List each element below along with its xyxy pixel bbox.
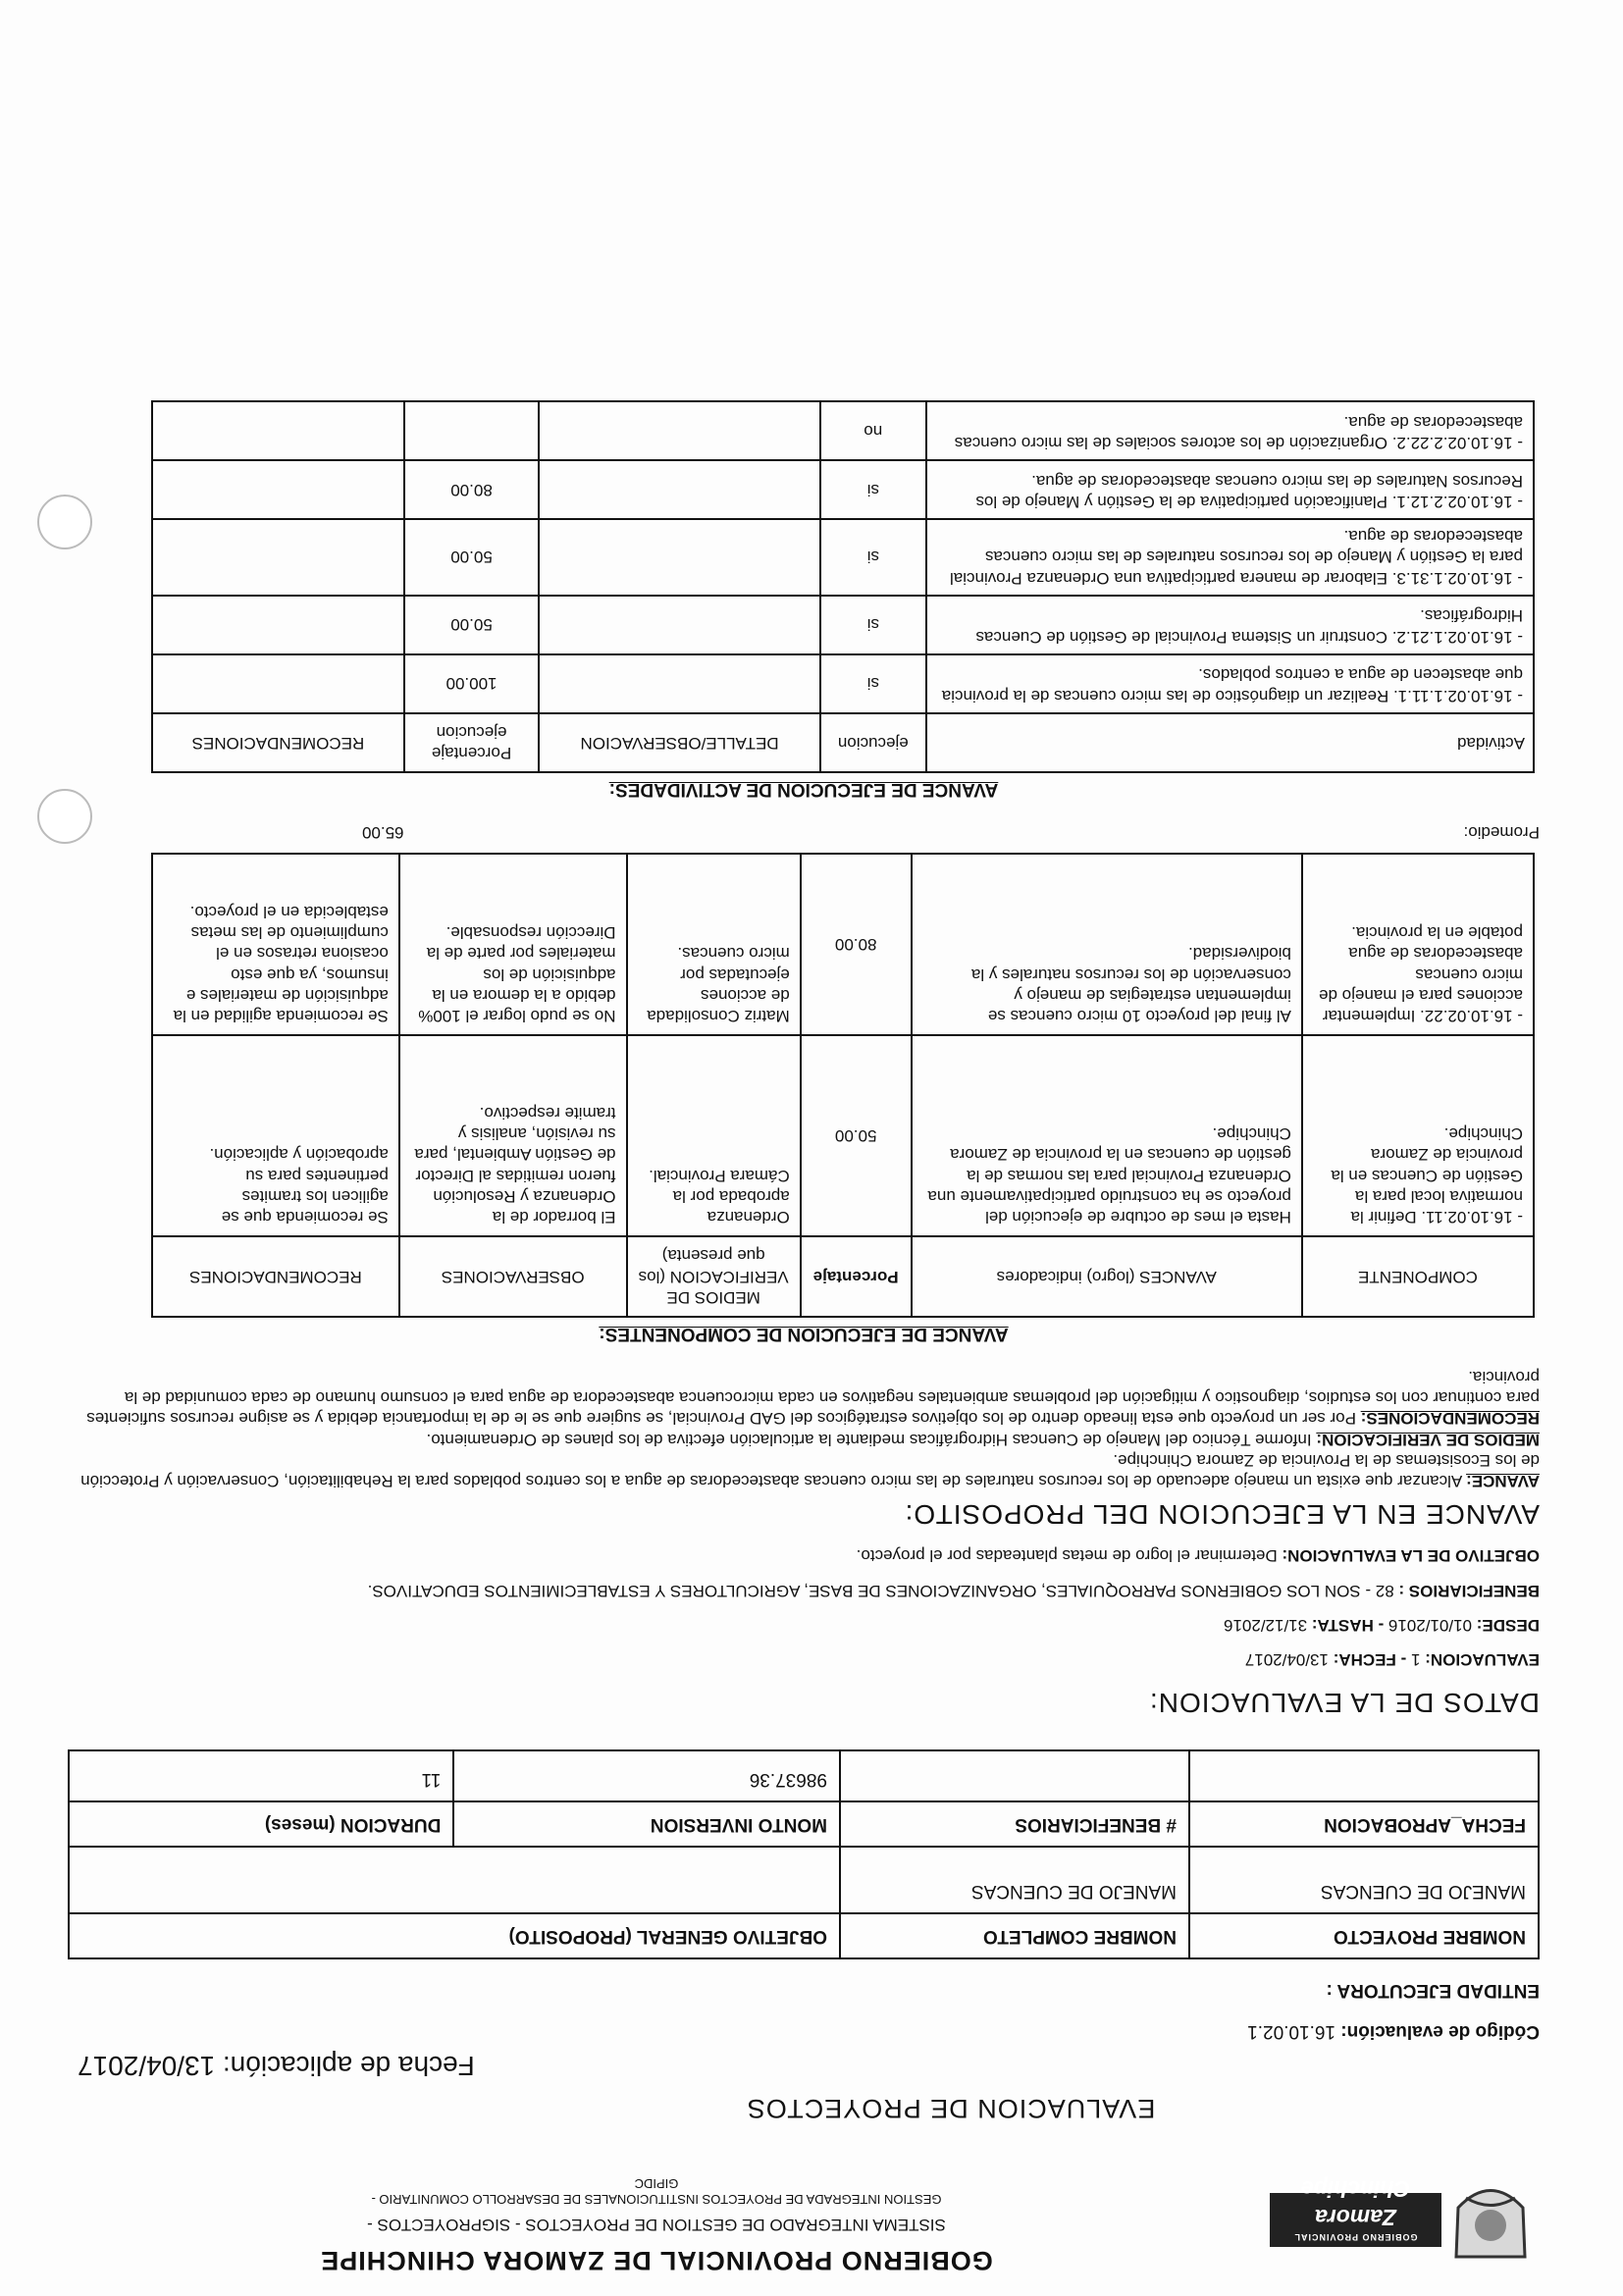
verification-label: MEDIOS DE VERIFICACION: [1316, 1430, 1540, 1449]
beneficiaries-value: 82 - SON LOS GOBIERNOS PARROQUIALES, ORGANIZACIONES DE BASE, AGRICULTORES Y ESTABLECIMIENTOS EDUCATIVOS. [367, 1581, 1394, 1600]
org-title: GOBIERNO PROVINCIAL DE ZAMORA CHINCHIPE [320, 2246, 993, 2275]
purpose-title: AVANCE EN LA EJECUCION DEL PROPOSITO: [904, 1499, 1540, 1531]
activity-row [152, 401, 1534, 460]
activity-row [152, 460, 1534, 519]
beneficiaries-label: BENEFICIARIOS : [1398, 1581, 1540, 1600]
activity-percentage: 80.00 [404, 460, 539, 519]
activity-detail [539, 401, 820, 460]
component-observations: No se pudo lograr el 100% debido a la demora en la adquisición de los materiales por parte de la Dirección responsable. [399, 854, 627, 1035]
purpose-verification [68, 1430, 1540, 1450]
document-title: EVALUACION DE PROYECTOS [746, 2094, 1156, 2123]
gipidc-line-2: GIPIDC [634, 2175, 679, 2191]
activity-execution: si [820, 654, 926, 713]
evaluation-code [68, 2020, 1540, 2044]
activity-detail [539, 460, 820, 519]
average-label: Promedio: [1463, 823, 1540, 843]
evaluation-objective-line [68, 1545, 1540, 1566]
activity-detail [539, 654, 820, 713]
project-header-beneficiaries: # BENEFICIARIOS [840, 1801, 1189, 1847]
component-advances: Al final del proyecto 10 micro cuencas se implementan estrategias de manejo y conservación de los recursos naturales y la biodiversidad. [912, 854, 1302, 1035]
activity-execution: si [820, 519, 926, 596]
logo-line-1: GOBIERNO PROVINCIAL [1293, 2232, 1418, 2242]
activity-execution: si [820, 596, 926, 654]
executing-entity: ENTIDAD EJECUTORA : [1326, 1980, 1540, 2002]
activity-name: - 16.10.02.2.22.2. Organización de los actores sociales de las micro cuencas abastecedoras de agua. [926, 401, 1534, 460]
activity-row [152, 654, 1534, 713]
component-row [152, 854, 1534, 1035]
component-percentage: 50.00 [801, 1035, 912, 1236]
evaluation-number: 1 [1411, 1650, 1421, 1670]
project-name: MANEJO DE CUENCAS [1189, 1847, 1539, 1913]
activity-percentage: 100.00 [404, 654, 539, 713]
activity-percentage: 50.00 [404, 519, 539, 596]
evaluation-label: EVALUACION: [1425, 1650, 1540, 1670]
component-row [152, 1035, 1534, 1236]
act-header-execution: ejecucion [820, 713, 926, 773]
period-from-label: DESDE: [1476, 1616, 1540, 1635]
component-verification: Ordenanza aprobada por la Cámara Provincial. [627, 1035, 801, 1236]
organization-block [68, 2175, 1245, 2277]
activity-name: - 16.10.02.1.11.1. Realizar un diagnóstico de las micro cuencas de la provincia que abastecen de agua a centros poblados. [926, 654, 1534, 713]
components-title: AVANCE DE EJECUCION DE COMPONENTES: [599, 1323, 1009, 1344]
activity-row [152, 519, 1534, 596]
component-percentage: 80.00 [801, 854, 912, 1035]
component-name: - 16.10.02.11. Definir la normativa local para la Gestión de Cuencas en la provincia de Zamora Chinchipe. [1302, 1035, 1534, 1236]
act-header-activity: Actividad [926, 713, 1534, 773]
project-header-investment: MONTO INVERSION [453, 1801, 840, 1847]
activity-recommendations [152, 654, 404, 713]
crest-icon [1446, 2168, 1535, 2267]
evaluation-line [68, 1649, 1540, 1670]
project-header-duration: DURACION (meses) [69, 1801, 453, 1847]
comp-header-verification: MEDIOS DE VERIFICACION (los que presenta) [627, 1236, 801, 1317]
period-line [68, 1615, 1540, 1636]
act-header-detail: DETALLE/OBSERVACION [539, 713, 820, 773]
project-table [68, 1749, 1540, 1959]
evaluation-code-label: Código de evaluación: [1340, 2021, 1540, 2043]
activity-percentage [404, 401, 539, 460]
component-advances: Hasta el mes de octubre de ejecución del proyecto se ha construido participativamente una Ordenanza Provincial para las normas de la gestión de cuencas en la provincia de Zamora Chinchipe. [912, 1035, 1302, 1236]
beneficiaries-line [68, 1581, 1540, 1601]
activity-name: - 16.10.02.2.12.1. Planificación participativa de la Gestión y Manejo de los Recursos Naturales de las micro cuencas abastecedoras de agua. [926, 460, 1534, 519]
verification-text: Informe Técnico del Manejo de Cuencas Hidrográficas mediante la articulación efectiva de los planes de Ordenamiento. [426, 1430, 1312, 1449]
project-beneficiaries [840, 1750, 1189, 1801]
period-from: 01/01/2016 [1387, 1616, 1473, 1635]
component-verification: Matriz Consolidada de acciones ejecutadas por micro cuencas. [627, 854, 801, 1035]
project-duration: 11 [69, 1750, 453, 1801]
recommendations-text: Por ser un proyecto que esta lineado dentro de los objetivos estratégicos del GAD Provincial, se sugiere que se le de la importancia debida y se asigne recursos suficientes para continuar con los estudios, diagnostico y mitigación del problemas ambientales negativos en cada microcuenca abastecedora de agua para el consumo humano de cada comunidad de la provincia. [86, 1368, 1540, 1429]
act-header-percentage: Porcentaje ejecucion [404, 713, 539, 773]
activity-recommendations [152, 401, 404, 460]
purpose-recommendations [68, 1367, 1540, 1430]
purpose-advance [68, 1450, 1540, 1492]
gipidc-line-1: GESTION INTEGRADA DE PROYECTOS INSTITUCIONALES DE DESARROLLO COMUNITARIO - [371, 2192, 942, 2207]
activity-recommendations [152, 596, 404, 654]
average-line [68, 822, 1540, 843]
activity-name: - 16.10.02.1.21.2. Construir un Sistema Provincial de Gestión de Cuencas Hidrográficas. [926, 596, 1534, 654]
activity-recommendations [152, 519, 404, 596]
activities-table [151, 400, 1535, 773]
evaluation-objective-value: Determinar el logro de metas planteadas por el proyecto. [856, 1546, 1278, 1566]
evaluation-date-label: - FECHA: [1333, 1650, 1407, 1670]
project-objective [69, 1847, 840, 1913]
evaluation-date: 13/04/2017 [1244, 1650, 1329, 1670]
advance-label: AVANCE: [1466, 1472, 1540, 1491]
component-recommendations: Se recomienda agilidad en la adquisición de materiales e insumos, ya que esto ocasiona retrasos en el cumplimiento de las metas establecida en el proyecto. [152, 854, 399, 1035]
logo [1270, 2164, 1535, 2267]
application-date: Fecha de aplicación: 13/04/2017 [78, 2051, 475, 2082]
evaluation-objective-label: OBJETIVO DE LA EVALUACION: [1282, 1546, 1540, 1566]
project-header-full-name: NOMBRE COMPLETO [840, 1913, 1189, 1958]
evaluation-data-title: DATOS DE LA EVALUACION: [1148, 1688, 1540, 1719]
advance-text: Alcanzar que exista un manejo adecuado de los recursos naturales de las micro cuencas abastecedoras de agua a los centros poblados para la Rehabilitación, Conservación y Protección de los Ecosistemas de la Provincia de Zamora Chinchipe. [80, 1451, 1540, 1491]
logo-band [1270, 2176, 1441, 2247]
project-header-approval-date: FECHA_APROBACION [1189, 1801, 1539, 1847]
header [68, 2159, 1540, 2276]
punch-hole [37, 789, 92, 844]
activity-execution: no [820, 401, 926, 460]
project-approval-date [1189, 1750, 1539, 1801]
logo-line-2: Zamora Chinchipe [1300, 2176, 1411, 2230]
activity-detail [539, 519, 820, 596]
period-to-label: - HASTA: [1311, 1616, 1385, 1635]
activity-recommendations [152, 460, 404, 519]
activity-percentage: 50.00 [404, 596, 539, 654]
project-header-name: NOMBRE PROYECTO [1189, 1913, 1539, 1958]
comp-header-component: COMPONENTE [1302, 1236, 1534, 1317]
component-recommendations: Se recomienda que se agilicen los tramites pertinentes para su aprobación y aplicación. [152, 1035, 399, 1236]
punch-hole [37, 495, 92, 549]
project-header-objective: OBJETIVO GENERAL (PROPOSITO) [69, 1913, 840, 1958]
activity-name: - 16.10.02.1.31.3. Elaborar de manera participativa una Ordenanza Provincial para la Gestión y Manejo de los recursos naturales de las micro cuencas abastecedoras de agua. [926, 519, 1534, 596]
activity-row [152, 596, 1534, 654]
project-investment: 98637.36 [453, 1750, 840, 1801]
period-to: 31/12/2016 [1224, 1616, 1308, 1635]
evaluation-code-value: 16.10.02.1 [1247, 2021, 1336, 2043]
system-line: SISTEMA INTEGRADO DE GESTION DE PROYECTOS - SIGPROYECTOS - [367, 2216, 946, 2235]
comp-header-observations: OBSERVACIONES [399, 1236, 627, 1317]
comp-header-advances: AVANCES (logro) indicadores [912, 1236, 1302, 1317]
recommendations-label: RECOMENDACIONES: [1360, 1409, 1540, 1429]
activity-execution: si [820, 460, 926, 519]
components-table [151, 853, 1535, 1318]
comp-header-recommendations: RECOMENDACIONES [152, 1236, 399, 1317]
comp-header-percentage: Porcentaje [801, 1236, 912, 1317]
act-header-recommendations: RECOMENDACIONES [152, 713, 404, 773]
component-observations: El borrador de la Ordenanza y Resolución fueron remitidas al Director de Gestión Ambiental, para su revisión, analisis y tramite respectivo. [399, 1035, 627, 1236]
average-value: 65.00 [362, 823, 404, 843]
page-content [68, 400, 1540, 2276]
component-name: - 16.10.02.22. Implementar acciones para el manejo de micro cuencas abastecedoras de agua potable en la provincia. [1302, 854, 1534, 1035]
project-full-name: MANEJO DE CUENCAS [840, 1847, 1189, 1913]
activities-title: AVANCE DE EJECUCION DE ACTIVIDADES: [608, 779, 999, 800]
activity-detail [539, 596, 820, 654]
